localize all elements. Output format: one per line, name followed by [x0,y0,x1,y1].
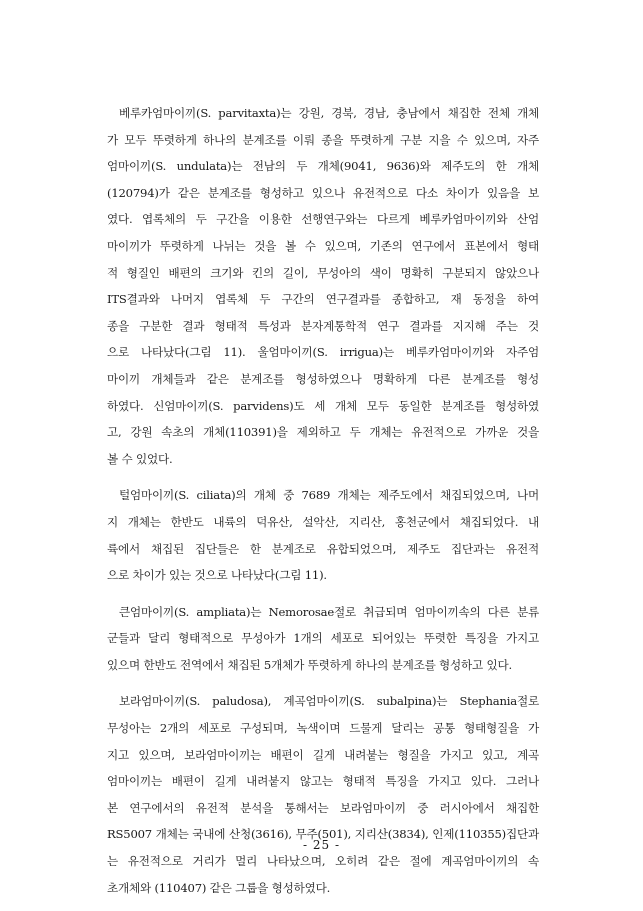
paragraph-3 [107,599,539,679]
text-line: 였다. 엽록체의 두 구간을 이용한 선행연구와는 다르게 베루카엄마이끼와 산엄 [107,212,539,227]
text-line: 가 모두 뚜렷하게 하나의 분계조를 이뤄 종을 뚜렷하게 구분 지을 수 있으며, 자주 [107,132,539,147]
paragraph-1 [107,100,539,472]
text-line: 하였다. 신엄마이끼(S. parvidens)도 세 개체 모두 동일한 분계조를 형성하였 [107,398,539,413]
paragraph-4 [107,688,539,901]
text-line: 군들과 달리 형태적으로 무성아가 1개의 세포로 되어있는 뚜렷한 특징을 가지고 [107,631,539,646]
text-line: 무성아는 2개의 세포로 구성되며, 녹색이며 드물게 달리는 공통 형태형질을 가 [107,721,539,736]
text-line: 볼 수 있었다. [107,451,173,466]
text-line: 으로 차이가 있는 것으로 나타났다(그림 11). [107,568,327,583]
text-line: 고, 강원 속초의 개체(110391)을 제외하고 두 개체는 유전적으로 가까운 것을 [107,425,539,440]
text-line: 지 개체는 한반도 내륙의 덕유산, 설악산, 지리산, 홍천군에서 채집되었다. 내 [107,514,539,529]
text-line: 지고 있으며, 보라엄마이끼는 배편이 길게 내려붙는 형질을 가지고 있고, 계곡 [107,747,539,762]
text-line: ITS결과와 나머지 엽록체 두 구간의 연구결과를 종합하고, 재 동정을 하여 [107,292,539,307]
text-line: 으로 나타났다(그림 11). 울엄마이끼(S. irrigua)는 베루카엄마이끼와 자주엄 [107,345,539,360]
paragraph-2 [107,482,539,588]
text-line: 적 형질인 배편의 크기와 킨의 길이, 무성아의 색이 명확히 구분되지 않았으나 [107,265,539,280]
text-line: (120794)가 같은 분계조를 형성하고 있으나 유전적으로 다소 차이가 있음을 보 [107,185,539,200]
text-line: 본 연구에서의 유전적 분석을 통해서는 보라엄마이끼 중 러시아에서 채집한 [107,800,539,815]
body-text [107,100,539,911]
text-line: 보라엄마이끼(S. paludosa), 계곡엄마이끼(S. subalpina)는 Stephania절로 [119,694,539,709]
text-line: 있으며 한반도 전역에서 채집된 5개체가 뚜렷하게 하나의 분계조를 형성하고 있다. [107,657,513,672]
text-line: 털엄마이끼(S. ciliata)의 개체 중 7689 개체는 제주도에서 채집되었으며, 나머 [119,488,539,503]
text-line: 엄마이끼는 배편이 길게 내려붙지 않고는 형태적 특징을 가지고 있다. 그러나 [107,774,539,789]
text-line: 마이끼가 뚜렷하게 나뉘는 것을 볼 수 있으며, 기존의 연구에서 표본에서 형태 [107,238,539,253]
text-line: 종을 구분한 결과 형태적 특성과 분자계통학적 연구 결과를 지지해 주는 것 [107,318,539,333]
page-number: - 25 - [302,838,340,852]
text-line: 엄마이끼(S. undulata)는 전남의 두 개체(9041, 9636)와 제주도의 한 개체 [107,159,539,174]
text-line: RS5007 개체는 국내에 산청(3616), 무주(501), 지리산(3834), 인제(110355)집단과 [107,827,539,842]
text-line: 큰엄마이끼(S. ampliata)는 Nemorosae절로 취급되며 엄마이끼속의 다른 분류 [119,604,539,619]
text-line: 마이끼 개체들과 같은 분계조를 형성하였으나 명확하게 다른 분계조를 형성 [107,371,539,386]
text-line: 베루카엄마이끼(S. parvitaxta)는 강원, 경북, 경남, 충남에서 채집한 전체 개체 [119,106,539,120]
text-line: 륙에서 채집된 집단들은 한 분계조로 유합되었으며, 제주도 집단과는 유전적 [107,541,539,556]
text-line: 는 유전적으로 거리가 멀리 나타났으며, 오히려 같은 절에 계곡엄마이끼의 속 [107,854,539,869]
text-line: 초개체와 (110407) 같은 그룹을 형성하였다. [107,880,331,895]
